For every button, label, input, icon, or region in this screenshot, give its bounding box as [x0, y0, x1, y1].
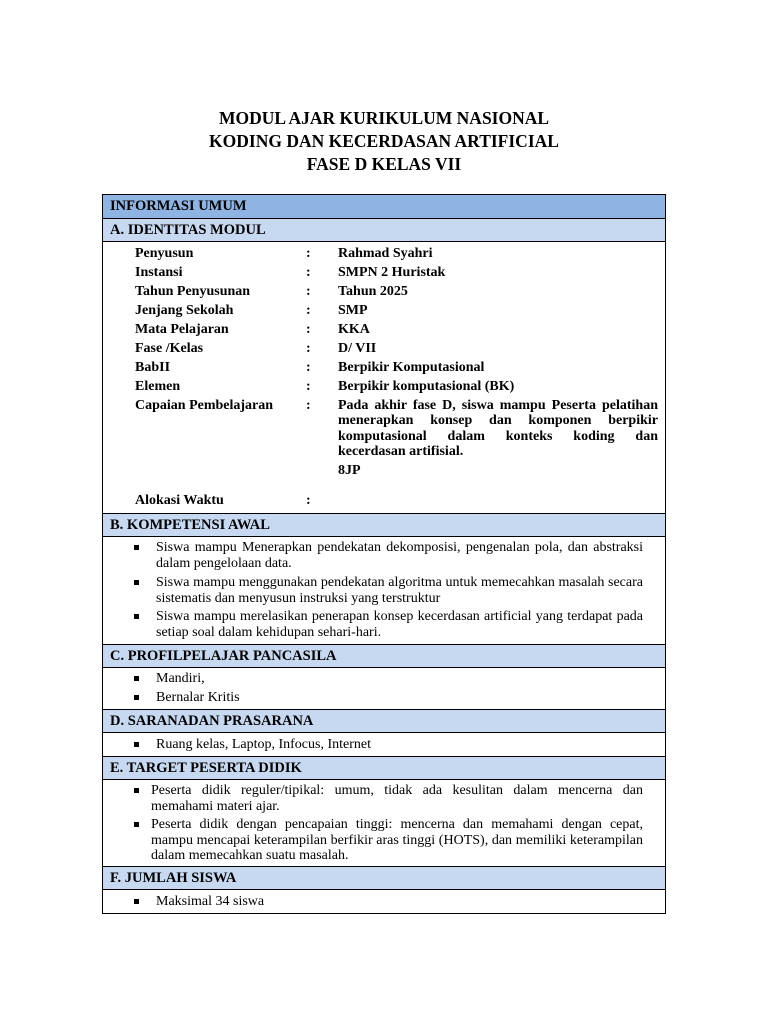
- identity-value: Tahun 2025: [338, 284, 408, 299]
- bullet-icon: [134, 676, 139, 681]
- identity-colon: :: [306, 493, 311, 508]
- identity-key: BabII: [135, 360, 171, 375]
- identity-colon: :: [306, 360, 311, 375]
- identity-value: Berpikir komputasional (BK): [338, 379, 515, 394]
- bullet-icon: [134, 614, 139, 619]
- section-header-identitas-modul: A. IDENTITAS MODUL: [103, 219, 665, 242]
- bullet-icon: [134, 580, 139, 585]
- identity-colon: :: [306, 322, 311, 337]
- list-item-text: Maksimal 34 siswa: [156, 894, 265, 909]
- section-header-sarana-prasarana: D. SARANADAN PRASARANA: [103, 709, 665, 733]
- bullet-icon: [134, 742, 139, 747]
- identity-colon: :: [306, 246, 311, 261]
- identity-colon: :: [306, 379, 311, 394]
- identity-value: SMPN 2 Huristak: [338, 265, 446, 280]
- identity-key: Mata Pelajaran: [135, 322, 229, 337]
- section-header-profil-pelajar-pancasila: C. PROFILPELAJAR PANCASILA: [103, 644, 665, 668]
- identity-colon: :: [306, 265, 311, 280]
- section-header-informasi-umum: INFORMASI UMUM: [103, 195, 665, 219]
- identity-key: Elemen: [135, 379, 181, 394]
- identity-colon: :: [306, 284, 311, 299]
- identity-value: Berpikir Komputasional: [338, 360, 485, 375]
- identity-value: SMP: [338, 303, 368, 318]
- list-item-text: Mandiri,: [156, 671, 205, 686]
- bullet-icon: [134, 695, 139, 700]
- identity-key: Capaian Pembelajaran: [135, 398, 274, 413]
- identity-key: Alokasi Waktu: [135, 493, 224, 508]
- bullet-icon: [134, 545, 139, 550]
- module-info-table: [102, 194, 666, 914]
- list-item-text: Ruang kelas, Laptop, Infocus, Internet: [156, 737, 371, 752]
- bullet-icon: [134, 822, 139, 827]
- identity-key: Jenjang Sekolah: [135, 303, 234, 318]
- list-item-text: Siswa mampu menggunakan pendekatan algoritma untuk memecahkan masalah secara sistematis dan menyusun instruksi yang terstruktur: [156, 575, 643, 606]
- document-title-line-3: FASE D KELAS VII: [306, 154, 462, 174]
- document-title-line-2: KODING DAN KECERDASAN ARTIFICIAL: [209, 131, 559, 151]
- list-item-text: Peserta didik dengan pencapaian tinggi: mencerna dan memahami dengan cepat, mampu mencapai keterampilan berfikir aras tinggi (HOTS), dan memiliki keterampilan dalam memecahkan suatu masalah.: [151, 817, 643, 863]
- identity-colon: :: [306, 398, 311, 413]
- list-item-text: Peserta didik reguler/tipikal: umum, tidak ada kesulitan dalam mencerna dan memahami materi ajar.: [151, 783, 643, 814]
- identity-value-jp: 8JP: [338, 463, 361, 478]
- document-title-line-1: MODUL AJAR KURIKULUM NASIONAL: [218, 108, 550, 128]
- list-item-text: Bernalar Kritis: [156, 690, 240, 705]
- bullet-icon: [134, 788, 139, 793]
- identity-value: D/ VII: [338, 341, 377, 356]
- identity-value: Rahmad Syahri: [338, 246, 433, 261]
- section-header-kompetensi-awal: B. KOMPETENSI AWAL: [103, 513, 665, 537]
- section-header-jumlah-siswa: F. JUMLAH SISWA: [103, 866, 665, 890]
- capaian-pembelajaran-text: Pada akhir fase D, siswa mampu Peserta pelatihan menerapkan konsep dan komponen berpikir komputasional dalam konteks koding dan kecerdasan artifisial.: [338, 398, 658, 459]
- identity-colon: :: [306, 341, 311, 356]
- identity-colon: :: [306, 303, 311, 318]
- list-item-text: Siswa mampu Menerapkan pendekatan dekomposisi, pengenalan pola, dan abstraksi dalam pengelolaan data.: [156, 540, 643, 571]
- identity-key: Instansi: [135, 265, 183, 280]
- identity-value: KKA: [338, 322, 370, 337]
- bullet-icon: [134, 899, 139, 904]
- identity-key: Penyusun: [135, 246, 194, 261]
- identity-key: Fase /Kelas: [135, 341, 204, 356]
- section-header-target-peserta-didik: E. TARGET PESERTA DIDIK: [103, 756, 665, 780]
- identity-key: Tahun Penyusunan: [135, 284, 251, 299]
- list-item-text: Siswa mampu merelasikan penerapan konsep kecerdasan artificial yang terdapat pada setiap soal dalam kehidupan sehari-hari.: [156, 609, 643, 640]
